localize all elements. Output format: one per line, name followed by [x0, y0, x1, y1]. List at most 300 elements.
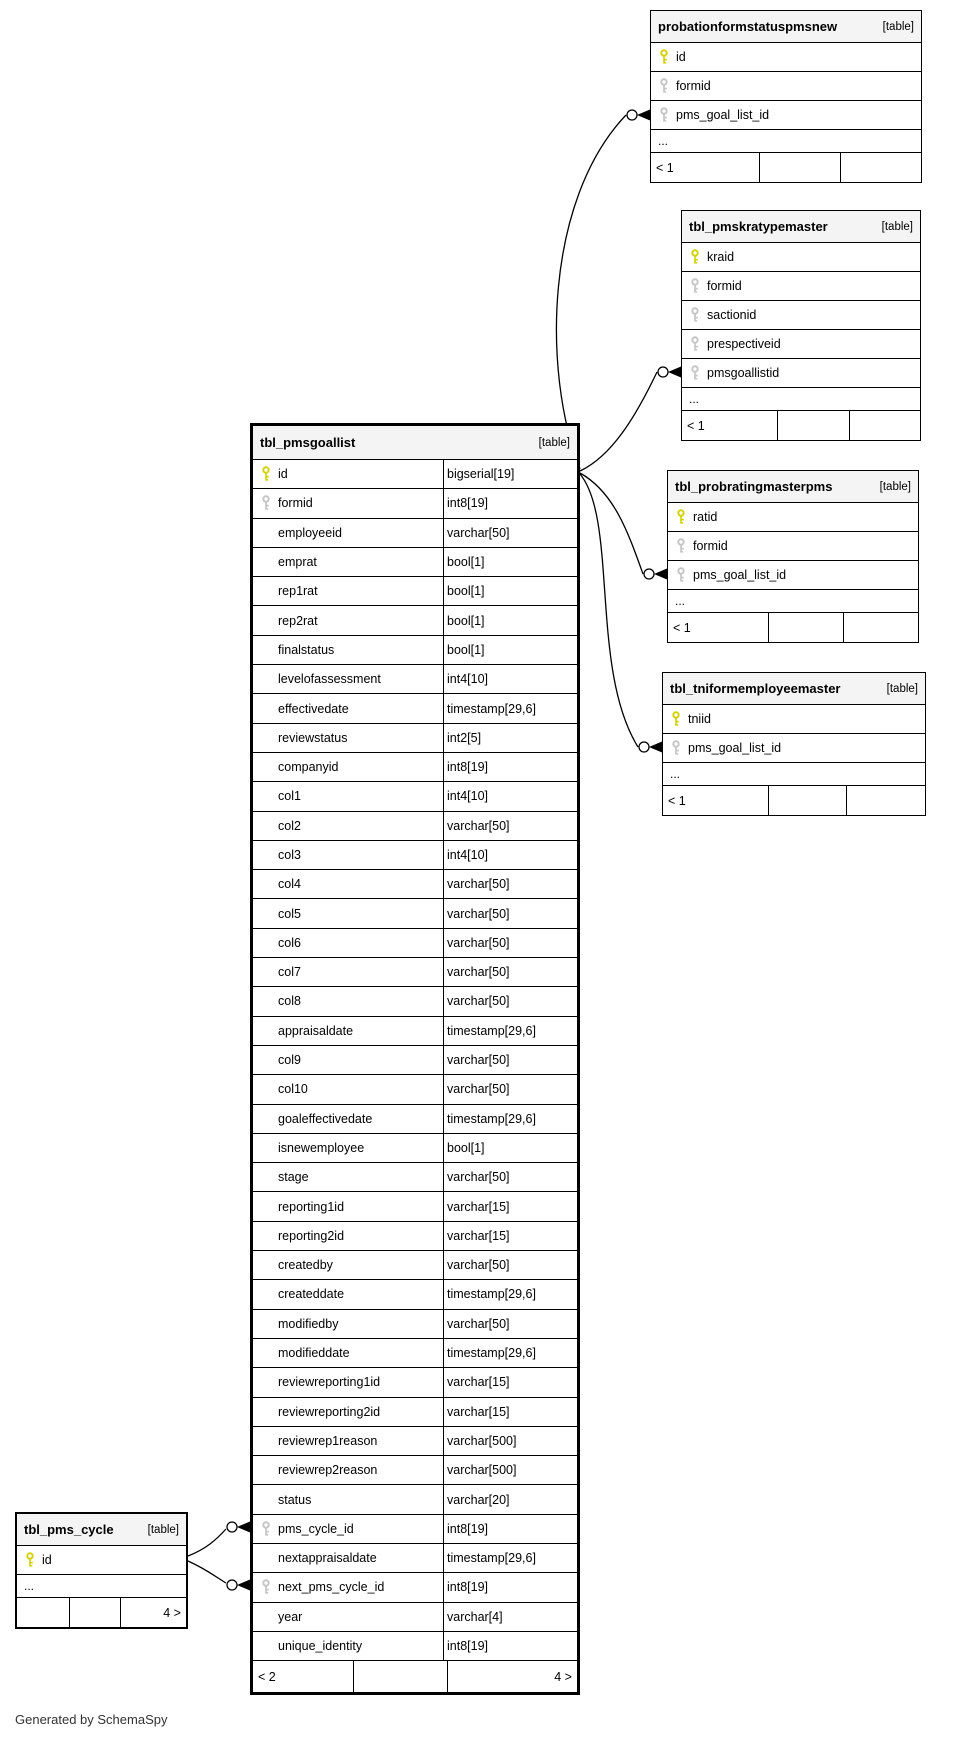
- column-left: [668, 561, 918, 589]
- column-row: [253, 1603, 577, 1632]
- arrowhead-icon: [668, 367, 681, 378]
- column-name: status: [278, 1492, 312, 1507]
- column-row: [253, 1046, 577, 1075]
- ellipsis-row: ...: [668, 590, 918, 613]
- column-row: [253, 636, 577, 665]
- column-row: [253, 1573, 577, 1602]
- column-row: [253, 1456, 577, 1485]
- primary-key-icon: [261, 466, 271, 482]
- column-row: [253, 665, 577, 694]
- column-name: id: [42, 1553, 52, 1567]
- column-row: [682, 272, 920, 301]
- column-row: [253, 606, 577, 635]
- table-tbl_probratingmasterpms: [667, 470, 919, 643]
- foreign-key-slot: [668, 567, 693, 583]
- column-type: int8[19]: [443, 1573, 577, 1601]
- table-tag: [table]: [538, 436, 570, 449]
- primary-key-slot: [17, 1552, 42, 1568]
- column-type: varchar[50]: [443, 899, 577, 927]
- column-left: [253, 1310, 443, 1338]
- column-left: [663, 705, 925, 733]
- column-row: [663, 705, 925, 734]
- foreign-key-icon: [261, 495, 271, 511]
- primary-key-slot: [682, 249, 707, 265]
- table-footer: [663, 786, 925, 815]
- ellipsis-row: ...: [17, 1575, 186, 1598]
- column-type: int8[19]: [443, 1515, 577, 1543]
- column-type: varchar[20]: [443, 1485, 577, 1513]
- foreign-key-slot: [651, 78, 676, 94]
- column-name: createddate: [278, 1287, 345, 1302]
- foreign-key-icon: [261, 1579, 271, 1595]
- primary-key-icon: [690, 249, 700, 265]
- column-row: [253, 841, 577, 870]
- column-left: [253, 1427, 443, 1455]
- column-row: [668, 532, 918, 561]
- column-name: reviewreporting1id: [278, 1375, 381, 1390]
- column-row: [253, 489, 577, 518]
- column-row: [253, 1163, 577, 1192]
- footer-cell-right: [846, 786, 925, 815]
- foreign-key-icon: [690, 365, 700, 381]
- column-left: [253, 1280, 443, 1308]
- table-header: [17, 1514, 186, 1546]
- table-tag: [table]: [881, 220, 913, 233]
- table-name[interactable]: probationformstatuspmsnew: [658, 19, 838, 34]
- column-row: [253, 1192, 577, 1221]
- column-type: int4[10]: [443, 841, 577, 869]
- column-type: varchar[15]: [443, 1368, 577, 1396]
- foreign-key-slot: [253, 1521, 278, 1537]
- column-row: [253, 548, 577, 577]
- column-type: timestamp[29,6]: [443, 1105, 577, 1133]
- foreign-key-slot: [682, 365, 707, 381]
- foreign-key-icon: [671, 740, 681, 756]
- table-tbl_pms_cycle: [15, 1512, 188, 1629]
- table-tag: [table]: [147, 1523, 179, 1536]
- column-left: [253, 636, 443, 664]
- column-name: pms_goal_list_id: [693, 568, 787, 582]
- column-name: reviewreporting2id: [278, 1404, 381, 1419]
- column-row: [253, 958, 577, 987]
- generated-by-note: Generated by SchemaSpy: [15, 1712, 168, 1727]
- arrowhead-icon: [649, 742, 662, 753]
- footer-cell-center: [69, 1598, 120, 1627]
- footer-cell-left: < 1: [668, 793, 686, 808]
- column-row: [668, 561, 918, 590]
- primary-key-icon: [671, 711, 681, 727]
- foreign-key-slot: [668, 538, 693, 554]
- footer-cell-center: [768, 613, 843, 642]
- column-left: [253, 1456, 443, 1484]
- column-left: [668, 503, 918, 531]
- column-type: varchar[50]: [443, 1163, 577, 1191]
- column-row: [253, 1134, 577, 1163]
- column-name: modifieddate: [278, 1346, 350, 1361]
- table-header: [253, 426, 577, 460]
- ellipsis-row: ...: [682, 388, 920, 411]
- table-tbl_pmsgoallist: [250, 423, 580, 1695]
- column-left: [253, 1134, 443, 1162]
- column-name: col6: [278, 935, 301, 950]
- table-tbl_tniformemployeemaster: [662, 672, 926, 816]
- arrowhead-icon: [237, 1580, 250, 1591]
- column-type: timestamp[29,6]: [443, 1280, 577, 1308]
- table-name[interactable]: tbl_tniformemployeemaster: [670, 681, 841, 696]
- column-left: [651, 72, 921, 100]
- column-name: unique_identity: [278, 1639, 363, 1654]
- column-type: varchar[15]: [443, 1222, 577, 1250]
- column-left: [253, 899, 443, 927]
- column-type: int2[5]: [443, 724, 577, 752]
- column-row: [253, 870, 577, 899]
- column-name: col8: [278, 994, 301, 1009]
- footer-cell-center: [759, 153, 840, 182]
- foreign-key-icon: [690, 278, 700, 294]
- footer-cell-center: [353, 1661, 447, 1692]
- column-left: [253, 753, 443, 781]
- column-name: isnewemployee: [278, 1140, 365, 1155]
- column-left: [253, 1544, 443, 1572]
- relationship-connector: [580, 367, 681, 472]
- column-type: timestamp[29,6]: [443, 1339, 577, 1367]
- column-left: [253, 1075, 443, 1103]
- column-name: goaleffectivedate: [278, 1111, 373, 1126]
- table-name[interactable]: tbl_probratingmasterpms: [675, 479, 833, 494]
- column-type: varchar[15]: [443, 1192, 577, 1220]
- column-left: [253, 519, 443, 547]
- column-row: [253, 1280, 577, 1309]
- column-type: int4[10]: [443, 665, 577, 693]
- foreign-key-icon: [676, 538, 686, 554]
- column-row: [651, 101, 921, 130]
- table-header: [651, 11, 921, 43]
- column-row: [253, 1017, 577, 1046]
- footer-cell-right: 4 >: [120, 1598, 186, 1627]
- footer-cell-center: [777, 411, 848, 440]
- column-name: pms_goal_list_id: [688, 741, 782, 755]
- primary-key-icon: [25, 1552, 35, 1568]
- column-row: [253, 1310, 577, 1339]
- column-name: tniid: [688, 712, 711, 726]
- column-name: col5: [278, 906, 301, 921]
- footer-cell-right: [840, 153, 921, 182]
- column-row: [253, 1222, 577, 1251]
- arrowhead-icon: [654, 569, 667, 580]
- column-name: formid: [676, 79, 711, 93]
- column-name: reviewstatus: [278, 730, 348, 745]
- column-name: companyid: [278, 760, 339, 775]
- column-left: [253, 1105, 443, 1133]
- column-row: [253, 1251, 577, 1280]
- column-left: [253, 987, 443, 1015]
- table-header: [682, 211, 920, 243]
- foreign-key-slot: [682, 336, 707, 352]
- column-left: [253, 694, 443, 722]
- column-type: bool[1]: [443, 606, 577, 634]
- column-left: [253, 958, 443, 986]
- column-row: [253, 460, 577, 489]
- table-name[interactable]: tbl_pmsgoallist: [260, 435, 356, 450]
- foreign-key-icon: [676, 567, 686, 583]
- table-name[interactable]: tbl_pmskratypemaster: [689, 219, 828, 234]
- column-type: varchar[500]: [443, 1427, 577, 1455]
- column-name: reviewrep1reason: [278, 1433, 378, 1448]
- column-row: [682, 301, 920, 330]
- column-type: int8[19]: [443, 489, 577, 517]
- column-row: [253, 987, 577, 1016]
- column-row: [253, 1368, 577, 1397]
- column-type: bool[1]: [443, 636, 577, 664]
- column-row: [253, 1632, 577, 1661]
- relationship-connector: [580, 474, 662, 753]
- column-left: [253, 577, 443, 605]
- column-row: [253, 812, 577, 841]
- column-left: [663, 734, 925, 762]
- column-row: [682, 330, 920, 359]
- column-type: varchar[50]: [443, 812, 577, 840]
- table-footer: [668, 613, 918, 642]
- primary-key-icon: [659, 49, 669, 65]
- column-name: modifiedby: [278, 1316, 339, 1331]
- column-name: year: [278, 1609, 303, 1624]
- footer-cell-left: < 1: [687, 418, 705, 433]
- column-name: rep2rat: [278, 613, 318, 628]
- column-name: pmsgoallistid: [707, 366, 780, 380]
- column-type: varchar[50]: [443, 1310, 577, 1338]
- column-name: createdby: [278, 1258, 333, 1273]
- primary-key-icon: [676, 509, 686, 525]
- foreign-key-slot: [253, 1579, 278, 1595]
- column-name: col10: [278, 1082, 308, 1097]
- column-name: emprat: [278, 555, 317, 570]
- relationship-connector: [188, 1522, 250, 1557]
- column-name: nextappraisaldate: [278, 1551, 377, 1566]
- column-row: [682, 359, 920, 388]
- column-name: pms_goal_list_id: [676, 108, 770, 122]
- column-type: int8[19]: [443, 1632, 577, 1660]
- primary-key-slot: [663, 711, 688, 727]
- column-name: formid: [693, 539, 728, 553]
- column-row: [253, 724, 577, 753]
- foreign-key-icon: [690, 307, 700, 323]
- column-name: finalstatus: [278, 642, 335, 657]
- arrowhead-icon: [237, 1522, 250, 1533]
- column-left: [682, 272, 920, 300]
- column-row: [253, 1485, 577, 1514]
- column-row: [651, 72, 921, 101]
- column-left: [253, 665, 443, 693]
- column-row: [253, 1398, 577, 1427]
- column-row: [663, 734, 925, 763]
- column-type: bool[1]: [443, 1134, 577, 1162]
- column-left: [253, 1368, 443, 1396]
- column-type: timestamp[29,6]: [443, 1544, 577, 1572]
- column-name: effectivedate: [278, 701, 349, 716]
- column-left: [253, 782, 443, 810]
- foreign-key-icon: [659, 78, 669, 94]
- column-left: [253, 1515, 443, 1543]
- primary-key-slot: [651, 49, 676, 65]
- column-type: int4[10]: [443, 782, 577, 810]
- column-type: varchar[50]: [443, 519, 577, 547]
- column-name: levelofassessment: [278, 672, 381, 687]
- column-left: [253, 870, 443, 898]
- foreign-key-slot: [651, 107, 676, 123]
- arrowhead-icon: [637, 110, 650, 121]
- zero-or-one-circle-icon: [227, 1580, 237, 1590]
- column-row: [253, 1427, 577, 1456]
- column-row: [253, 1515, 577, 1544]
- column-name: employeeid: [278, 525, 342, 540]
- column-name: ratid: [693, 510, 718, 524]
- column-left: [253, 460, 443, 488]
- column-row: [253, 1075, 577, 1104]
- column-left: [651, 43, 921, 71]
- table-probationformstatuspmsnew: [650, 10, 922, 183]
- table-footer: [253, 1661, 577, 1692]
- column-type: varchar[15]: [443, 1398, 577, 1426]
- column-type: varchar[50]: [443, 1046, 577, 1074]
- column-name: col7: [278, 965, 301, 980]
- zero-or-one-circle-icon: [639, 742, 649, 752]
- column-left: [253, 1222, 443, 1250]
- relationship-connector: [580, 473, 667, 580]
- footer-cell-right: [849, 411, 920, 440]
- column-type: varchar[4]: [443, 1603, 577, 1631]
- column-name: next_pms_cycle_id: [278, 1580, 385, 1595]
- column-name: reporting2id: [278, 1228, 345, 1243]
- table-header: [663, 673, 925, 705]
- column-name: rep1rat: [278, 584, 318, 599]
- column-type: bigserial[19]: [443, 460, 577, 488]
- column-type: int8[19]: [443, 753, 577, 781]
- column-name: pms_cycle_id: [278, 1521, 354, 1536]
- column-left: [17, 1546, 186, 1574]
- column-type: bool[1]: [443, 548, 577, 576]
- column-name: reviewrep2reason: [278, 1463, 378, 1478]
- column-name: appraisaldate: [278, 1023, 354, 1038]
- foreign-key-slot: [682, 278, 707, 294]
- column-left: [253, 1632, 443, 1660]
- foreign-key-slot: [682, 307, 707, 323]
- column-type: varchar[50]: [443, 929, 577, 957]
- column-row: [253, 782, 577, 811]
- column-left: [668, 532, 918, 560]
- column-left: [253, 548, 443, 576]
- column-type: varchar[50]: [443, 870, 577, 898]
- primary-key-slot: [668, 509, 693, 525]
- column-name: sactionid: [707, 308, 757, 322]
- column-name: reporting1id: [278, 1199, 345, 1214]
- zero-or-one-circle-icon: [627, 110, 637, 120]
- column-left: [253, 1603, 443, 1631]
- table-tag: [table]: [879, 480, 911, 493]
- footer-cell-right: [843, 613, 918, 642]
- table-footer: [682, 411, 920, 440]
- column-type: varchar[500]: [443, 1456, 577, 1484]
- column-row: [253, 1544, 577, 1573]
- column-name: stage: [278, 1170, 309, 1185]
- column-row: [651, 43, 921, 72]
- table-tag: [table]: [886, 682, 918, 695]
- column-name: formid: [278, 496, 313, 511]
- column-row: [253, 694, 577, 723]
- column-row: [253, 1105, 577, 1134]
- column-type: varchar[50]: [443, 1251, 577, 1279]
- foreign-key-icon: [690, 336, 700, 352]
- column-name: col4: [278, 877, 301, 892]
- column-left: [253, 1192, 443, 1220]
- column-row: [253, 577, 577, 606]
- column-left: [253, 606, 443, 634]
- column-left: [253, 841, 443, 869]
- footer-cell-left: < 1: [673, 620, 691, 635]
- foreign-key-icon: [659, 107, 669, 123]
- footer-cell-left: < 1: [656, 160, 674, 175]
- column-row: [253, 519, 577, 548]
- zero-or-one-circle-icon: [644, 569, 654, 579]
- table-tbl_pmskratypemaster: [681, 210, 921, 441]
- column-left: [253, 1251, 443, 1279]
- column-name: col1: [278, 789, 301, 804]
- column-left: [253, 724, 443, 752]
- ellipsis-row: ...: [651, 130, 921, 153]
- column-name: col2: [278, 818, 301, 833]
- footer-cell-right: 4 >: [447, 1661, 577, 1692]
- foreign-key-slot: [663, 740, 688, 756]
- column-type: varchar[50]: [443, 1075, 577, 1103]
- column-row: [668, 503, 918, 532]
- foreign-key-slot: [253, 495, 278, 511]
- column-left: [253, 1046, 443, 1074]
- column-name: kraid: [707, 250, 735, 264]
- column-type: bool[1]: [443, 577, 577, 605]
- column-type: timestamp[29,6]: [443, 694, 577, 722]
- column-left: [682, 359, 920, 387]
- primary-key-slot: [253, 466, 278, 482]
- relationship-connector: [556, 110, 650, 470]
- column-row: [253, 929, 577, 958]
- column-row: [682, 243, 920, 272]
- zero-or-one-circle-icon: [227, 1522, 237, 1532]
- footer-cell-center: [768, 786, 847, 815]
- relationship-connector: [188, 1561, 250, 1591]
- table-tag: [table]: [882, 20, 914, 33]
- column-left: [253, 489, 443, 517]
- column-left: [253, 1017, 443, 1045]
- column-row: [253, 753, 577, 782]
- footer-cell-left: [17, 1598, 69, 1627]
- column-name: prespectiveid: [707, 337, 781, 351]
- column-name: col9: [278, 1053, 301, 1068]
- column-name: id: [278, 467, 288, 482]
- table-name[interactable]: tbl_pms_cycle: [24, 1522, 114, 1537]
- column-name: formid: [707, 279, 742, 293]
- zero-or-one-circle-icon: [658, 367, 668, 377]
- foreign-key-icon: [261, 1521, 271, 1537]
- footer-cell-left: < 2: [258, 1669, 276, 1684]
- column-left: [253, 1398, 443, 1426]
- column-row: [17, 1546, 186, 1575]
- column-left: [253, 1573, 443, 1601]
- column-name: id: [676, 50, 686, 64]
- table-footer: [17, 1598, 186, 1627]
- table-footer: [651, 153, 921, 182]
- column-left: [682, 301, 920, 329]
- column-row: [253, 1339, 577, 1368]
- ellipsis-row: ...: [663, 763, 925, 786]
